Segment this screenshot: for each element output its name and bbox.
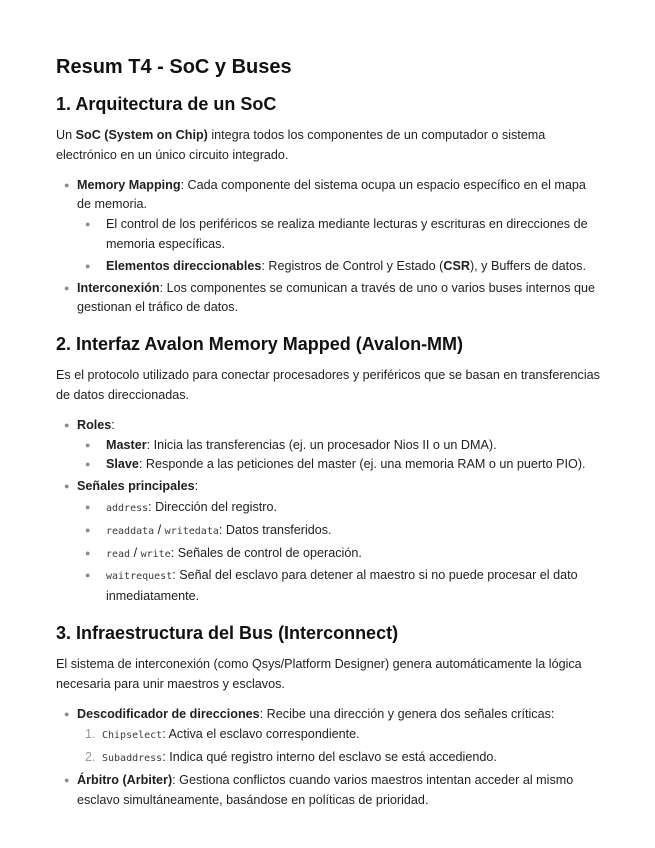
item-text: : Los componentes se comunican a través de uno o varios buses internos que gestionan el tráfico de datos. [77, 280, 596, 315]
item-text: : Dirección del registro. [148, 499, 277, 514]
intro-bold: SoC (System on Chip) [75, 128, 208, 142]
bullet-icon: ● [85, 570, 91, 581]
signal-code: Subaddress [102, 753, 163, 765]
item-text: : Señales de control de operación. [170, 545, 362, 560]
item-text: : [194, 479, 199, 494]
section-2-list [56, 416, 601, 607]
item-text-rest: ), y Buffers de datos. [469, 258, 586, 273]
item-term: Memory Mapping [77, 177, 181, 192]
list-item [77, 566, 601, 607]
sublist [77, 215, 601, 276]
item-text: : [111, 417, 115, 432]
item-text: : Inicia las transferencias (ej. un procesador Nios II o un DMA). [146, 437, 497, 452]
item-term: Señales principales [77, 479, 195, 494]
list-item [77, 455, 601, 475]
item-term: Interconexión [77, 280, 160, 295]
list-item [56, 705, 601, 769]
page-title: Resum T4 - SoC y Buses [56, 56, 292, 78]
sublist [77, 498, 601, 607]
signal-code: readdata [106, 525, 155, 537]
signal-code: address [106, 502, 149, 514]
section-2-intro: Es el protocolo utilizado para conectar procesadores y periféricos que se basan en transferencias de datos direccionadas. [56, 368, 600, 402]
slash-separator: / [130, 545, 141, 560]
list-item [77, 521, 601, 542]
item-text: : Responde a las peticiones del master (ej. una memoria RAM o un puerto PIO). [138, 457, 586, 472]
item-number: 1. [85, 727, 96, 742]
bullet-icon: ● [64, 481, 70, 492]
item-term-inline: CSR [443, 258, 470, 273]
list-item [77, 257, 601, 277]
bullet-icon: ● [64, 774, 70, 785]
item-term: Slave [106, 457, 139, 472]
signal-code: waitrequest [106, 571, 173, 583]
item-term: Master [106, 437, 147, 452]
section-1-list [56, 176, 601, 319]
signal-code: write [140, 548, 171, 560]
bullet-icon: ● [85, 219, 91, 230]
bullet-icon: ● [64, 708, 70, 719]
list-item [56, 176, 601, 277]
document-page [56, 54, 601, 811]
item-term: Elementos direccionables [106, 258, 262, 273]
item-text: El control de los periféricos se realiza mediante lecturas y escrituras en direcciones de memoria específicas. [106, 217, 588, 251]
list-item [77, 436, 601, 456]
slash-separator: / [154, 522, 165, 537]
section-1-heading: 1. Arquitectura de un SoC [56, 94, 277, 114]
item-term: Árbitro (Arbiter) [77, 772, 173, 787]
bullet-icon: ● [85, 260, 91, 271]
list-item [77, 748, 601, 769]
item-text: : Activa el esclavo correspondiente. [162, 727, 360, 742]
list-item [77, 498, 601, 519]
section-3-list [56, 705, 601, 811]
section-3-intro: El sistema de interconexión (como Qsys/Platform Designer) genera automáticamente la lógica necesaria para unir maestros y esclavos. [56, 656, 582, 691]
item-text: : Datos transferidos. [218, 522, 332, 537]
item-text: : Señal del esclavo para detener al maestro si no puede procesar el dato inmediatamente. [106, 568, 578, 604]
list-item [56, 477, 601, 607]
intro-text-rest: integra todos los componentes de un computador o sistema electrónico en un único circuito integrado. [56, 128, 546, 162]
numbered-sublist [77, 725, 601, 769]
bullet-icon: ● [85, 439, 91, 450]
bullet-icon: ● [64, 419, 70, 430]
item-text: : Gestiona conflictos cuando varios maestros intentan acceder al mismo esclavo simultáneamente, basándose en políticas de prioridad. [77, 772, 574, 807]
intro-text: Un [56, 128, 76, 142]
item-term: Roles [77, 417, 112, 432]
signal-code: writedata [164, 525, 219, 537]
section-3-heading: 3. Infraestructura del Bus (Interconnect) [56, 622, 399, 643]
list-item [56, 279, 601, 319]
item-text: : Cada componente del sistema ocupa un espacio específico en el mapa de memoria. [77, 177, 586, 212]
list-item [77, 725, 601, 746]
item-text: : Indica qué registro interno del esclavo se está accediendo. [162, 750, 497, 765]
list-item [77, 215, 601, 255]
bullet-icon: ● [64, 179, 70, 190]
list-item [56, 771, 601, 811]
list-item [77, 544, 601, 565]
bullet-icon: ● [85, 524, 91, 535]
list-item [56, 416, 601, 475]
item-term: Descodificador de direcciones [77, 706, 260, 721]
bullet-icon: ● [85, 547, 91, 558]
section-2-heading: 2. Interfaz Avalon Memory Mapped (Avalon-MM) [56, 334, 464, 355]
signal-code: read [106, 548, 131, 560]
sublist [77, 436, 601, 476]
bullet-icon: ● [64, 282, 70, 293]
bullet-icon: ● [85, 501, 91, 512]
item-text: : Recibe una dirección y genera dos señales críticas: [259, 706, 555, 721]
item-number: 2. [85, 750, 96, 765]
item-text: : Registros de Control y Estado ( [261, 258, 444, 273]
signal-code: Chipselect [102, 730, 163, 742]
section-1-intro [56, 126, 601, 166]
bullet-icon: ● [85, 459, 91, 470]
